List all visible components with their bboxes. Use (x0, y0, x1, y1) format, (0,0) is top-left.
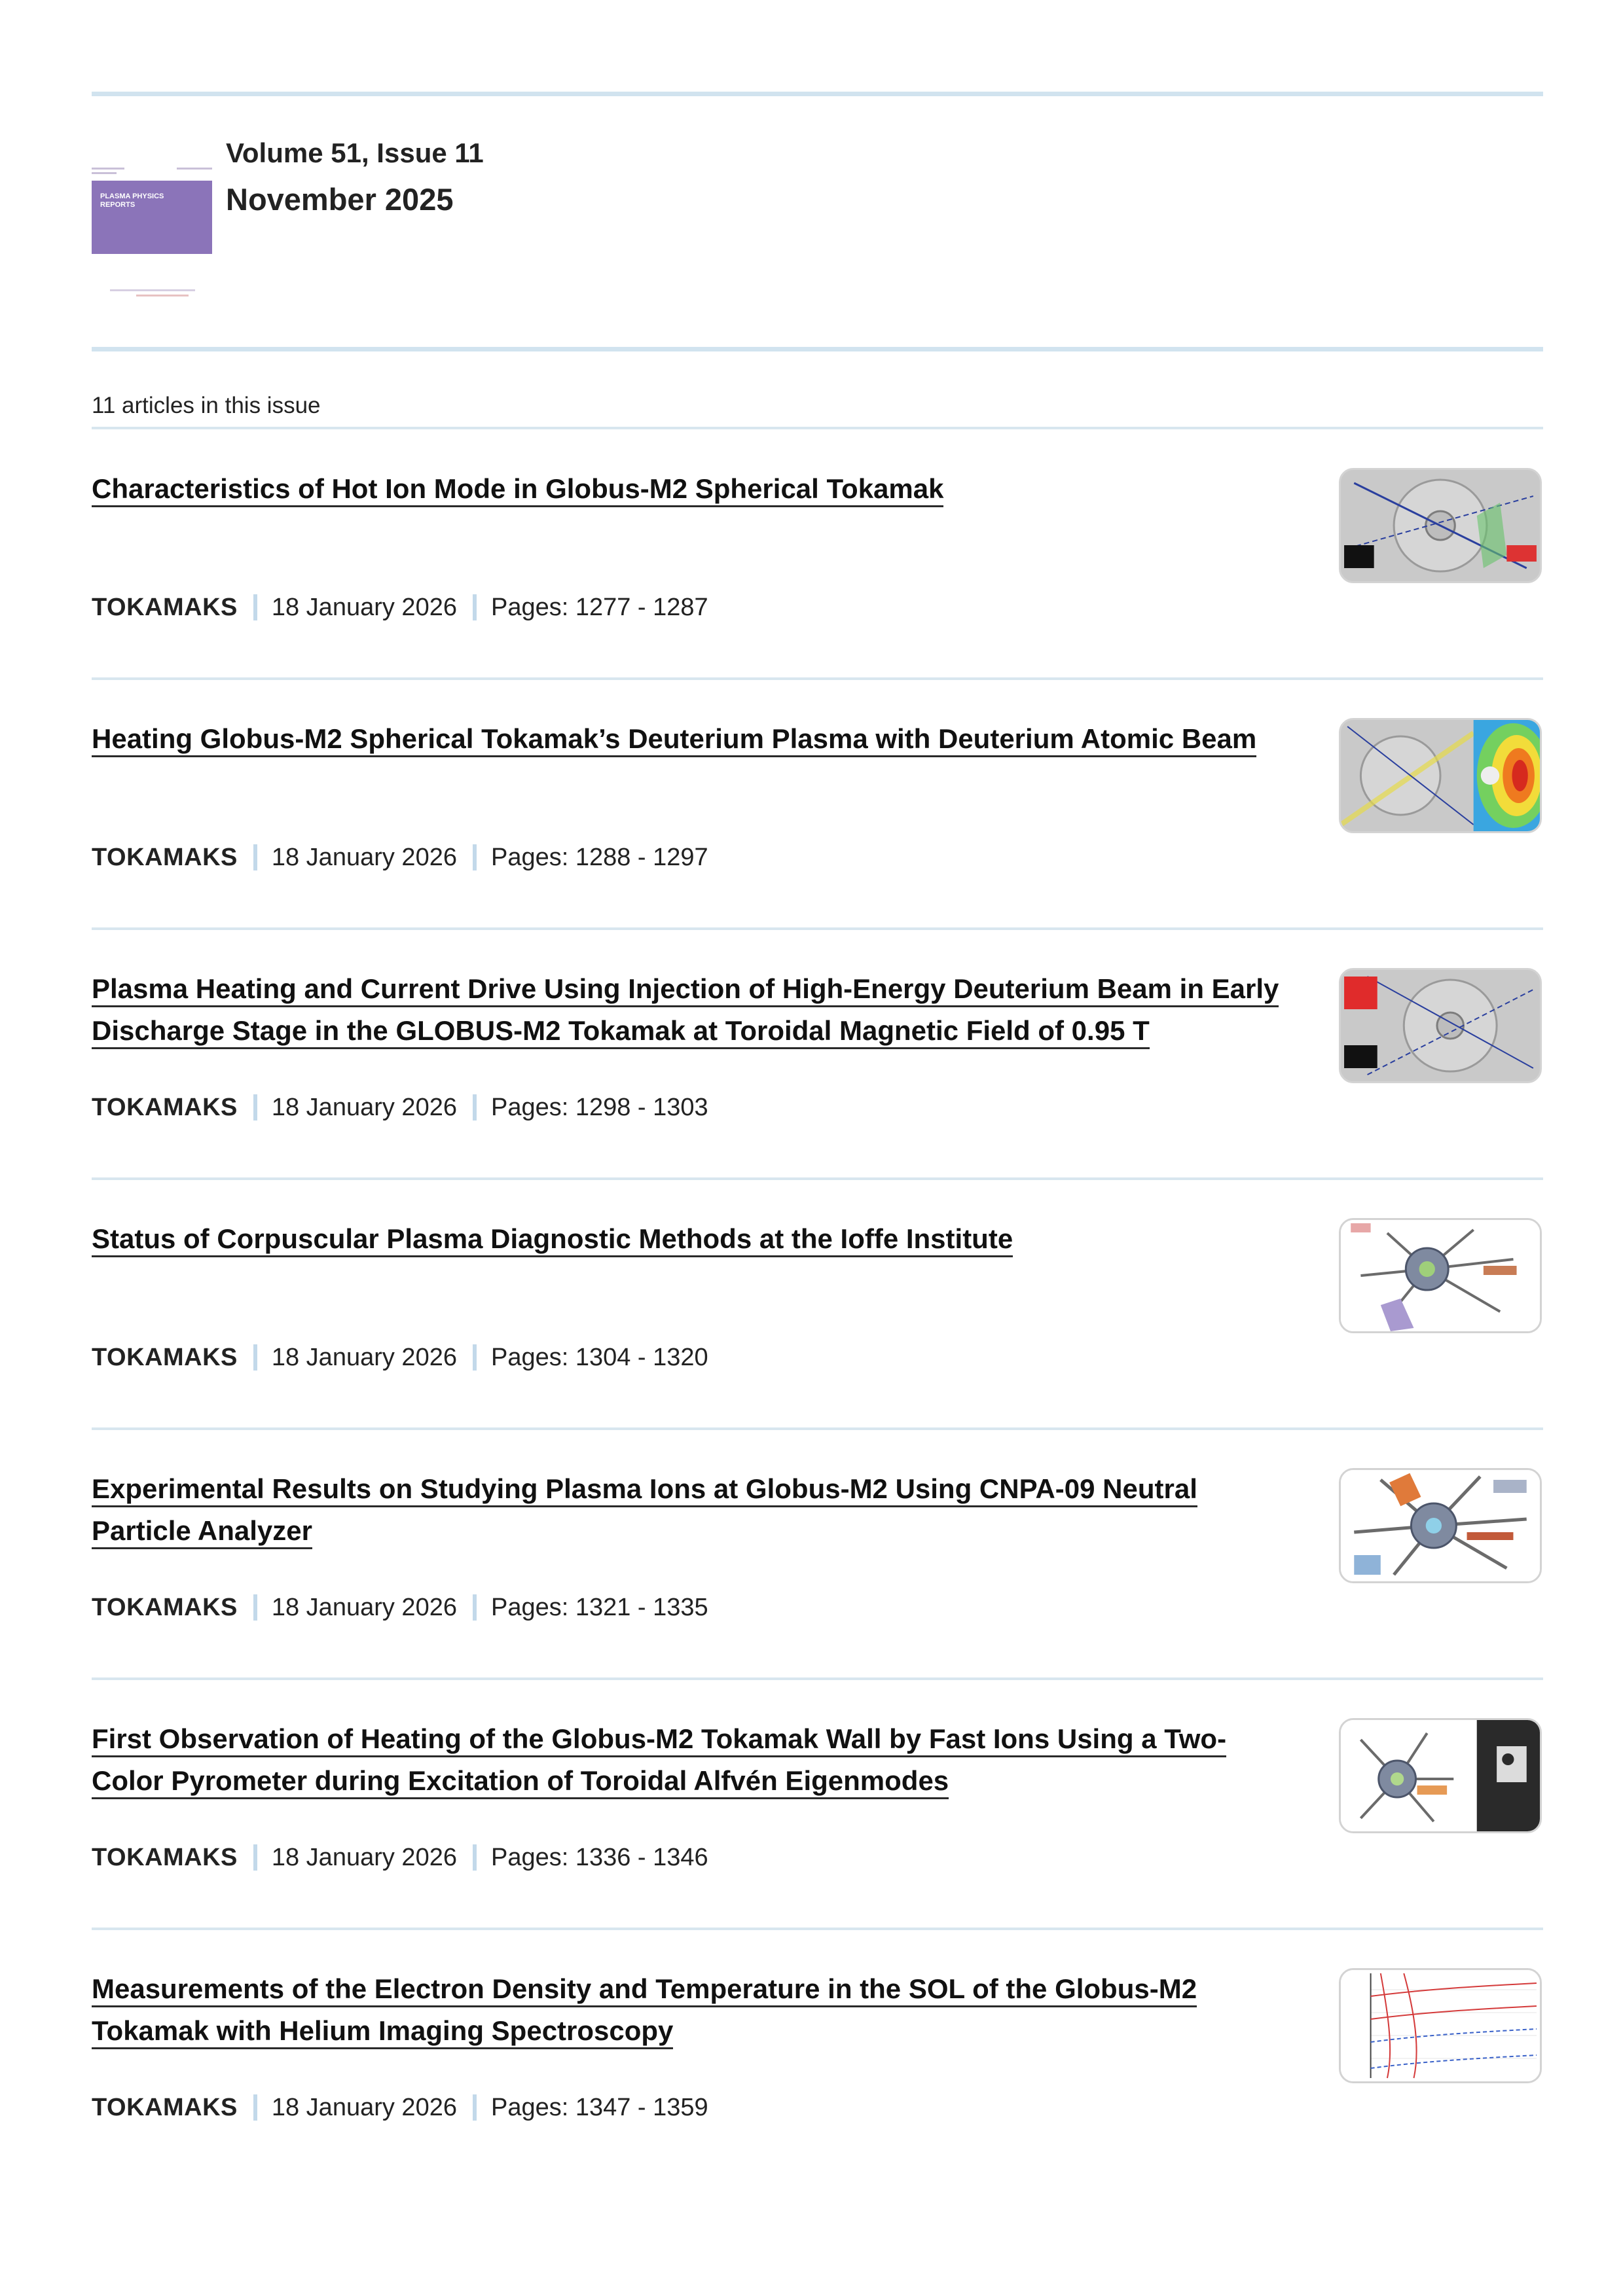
tokamak-cross-section-icon[interactable] (1339, 968, 1542, 1083)
meta-separator (473, 844, 477, 870)
article-meta (92, 2091, 708, 2124)
article-section[interactable]: TOKAMAKS (92, 593, 238, 621)
article-section[interactable]: TOKAMAKS (92, 1343, 238, 1371)
tokamak-heatmap-icon[interactable] (1339, 718, 1542, 833)
article-date: 18 January 2026 (271, 1343, 457, 1371)
meta-separator (473, 1094, 477, 1121)
journal-cover-image[interactable] (92, 158, 212, 297)
divider (92, 1677, 1543, 1680)
article-section[interactable]: TOKAMAKS (92, 1843, 238, 1871)
divider (92, 1427, 1543, 1430)
divider (92, 427, 1543, 429)
contour-plot-icon[interactable] (1339, 1968, 1542, 2083)
issue-date: November 2025 (226, 182, 454, 217)
article-title-link[interactable]: Experimental Results on Studying Plasma Ions at Globus-M2 Using CNPA-09 Neutral Particle Analyzer (92, 1468, 1290, 1552)
divider (92, 1177, 1543, 1180)
article-item (92, 1218, 1543, 1471)
meta-separator (473, 1844, 477, 1871)
issue-header (92, 137, 1543, 295)
issue-volume: Volume 51, Issue 11 (226, 137, 484, 168)
header-top-rule (92, 92, 1543, 96)
meta-separator (253, 594, 257, 620)
meta-separator (253, 2094, 257, 2121)
cover-title (100, 192, 164, 209)
meta-separator (253, 1844, 257, 1871)
article-pages: Pages: 1336 - 1346 (490, 1843, 708, 1871)
cover-band (92, 181, 212, 254)
article-title-link[interactable]: First Observation of Heating of the Globus-M2 Tokamak Wall by Fast Ions Using a Two-Color Pyrometer during Excitation of Toroidal Alfvén Eigenmodes (92, 1718, 1290, 1802)
diagnostic-layout-icon[interactable] (1339, 1468, 1542, 1583)
article-date: 18 January 2026 (271, 593, 457, 621)
diagnostic-layout-icon[interactable] (1339, 1718, 1542, 1833)
article-section[interactable]: TOKAMAKS (92, 1593, 238, 1621)
article-pages: Pages: 1277 - 1287 (490, 593, 708, 621)
meta-separator (473, 1344, 477, 1371)
article-title-link[interactable]: Status of Corpuscular Plasma Diagnostic Methods at the Ioffe Institute (92, 1218, 1290, 1260)
divider (92, 927, 1543, 930)
article-date: 18 January 2026 (271, 1593, 457, 1621)
article-item (92, 718, 1543, 971)
header-bottom-rule (92, 347, 1543, 351)
divider (92, 677, 1543, 680)
meta-separator (473, 2094, 477, 2121)
article-section[interactable]: TOKAMAKS (92, 2093, 238, 2121)
article-count: 11 articles in this issue (92, 393, 321, 418)
publisher-logo-icon (110, 289, 195, 295)
article-meta (92, 1091, 708, 1124)
divider (92, 1928, 1543, 1930)
article-title-link[interactable]: Characteristics of Hot Ion Mode in Globus-M2 Spherical Tokamak (92, 468, 1290, 510)
meta-separator (473, 594, 477, 620)
article-meta (92, 841, 708, 874)
article-meta (92, 1591, 708, 1624)
meta-separator (253, 844, 257, 870)
cover-meta-line (92, 168, 124, 170)
article-title-link[interactable]: Heating Globus-M2 Spherical Tokamak’s Deuterium Plasma with Deuterium Atomic Beam (92, 718, 1290, 760)
article-date: 18 January 2026 (271, 1843, 457, 1871)
article-date: 18 January 2026 (271, 843, 457, 871)
article-meta (92, 591, 708, 624)
cover-meta-line (177, 168, 212, 170)
meta-separator (473, 1594, 477, 1621)
tokamak-cross-section-icon[interactable] (1339, 468, 1542, 583)
diagnostic-layout-icon[interactable] (1339, 1218, 1542, 1333)
cover-title-line: PLASMA PHYSICS (100, 192, 164, 200)
article-item (92, 1468, 1543, 1721)
meta-separator (253, 1094, 257, 1121)
article-item (92, 1718, 1543, 1971)
article-pages: Pages: 1347 - 1359 (490, 2093, 708, 2121)
meta-separator (253, 1344, 257, 1371)
article-item (92, 1968, 1543, 2221)
cover-title-line: REPORTS (100, 201, 136, 209)
article-date: 18 January 2026 (271, 1093, 457, 1121)
article-pages: Pages: 1321 - 1335 (490, 1593, 708, 1621)
meta-separator (253, 1594, 257, 1621)
article-pages: Pages: 1288 - 1297 (490, 843, 708, 871)
article-item (92, 968, 1543, 1221)
cover-meta-line (92, 172, 117, 174)
article-date: 18 January 2026 (271, 2093, 457, 2121)
article-section[interactable]: TOKAMAKS (92, 843, 238, 871)
article-pages: Pages: 1304 - 1320 (490, 1343, 708, 1371)
article-meta (92, 1341, 708, 1374)
article-pages: Pages: 1298 - 1303 (490, 1093, 708, 1121)
article-meta (92, 1841, 708, 1874)
article-section[interactable]: TOKAMAKS (92, 1093, 238, 1121)
article-title-link[interactable]: Plasma Heating and Current Drive Using Injection of High-Energy Deuterium Beam in Early Discharge Stage in the GLOBUS-M2 Tokamak at Toroidal Magnetic Field of 0.95 T (92, 968, 1290, 1052)
article-item (92, 468, 1543, 721)
article-title-link[interactable]: Measurements of the Electron Density and Temperature in the SOL of the Globus-M2 Tokamak with Helium Imaging Spectroscopy (92, 1968, 1290, 2052)
